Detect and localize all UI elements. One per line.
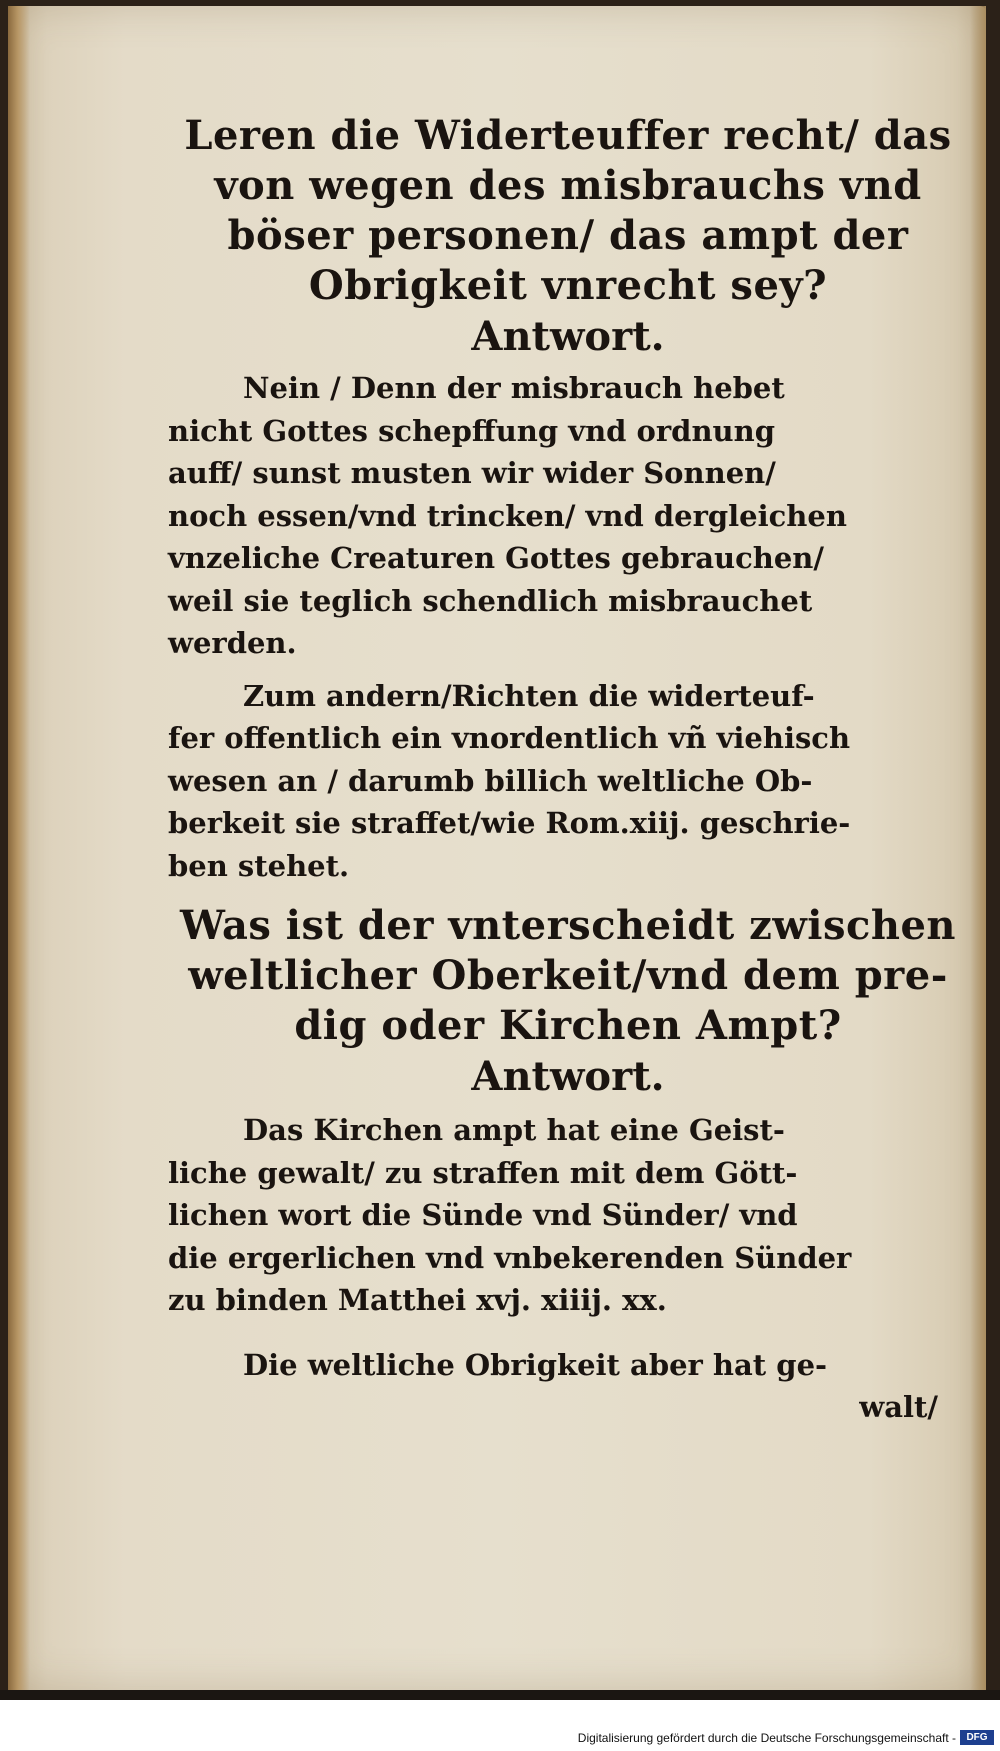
text-line: berkeit sie straffet/wie Rom.xiij. geschrie- <box>168 806 851 840</box>
heading-line: weltlicher Oberkeit/vnd dem pre- <box>188 952 948 999</box>
catchword: walt/ <box>859 1390 938 1424</box>
text-line: Die weltliche Obrigkeit aber hat ge- <box>243 1347 828 1382</box>
text-line: liche gewalt/ zu straffen mit dem Gött- <box>168 1155 798 1190</box>
text-line: zu binden Matthei xvj. xiiij. xx. <box>168 1283 667 1317</box>
book-page <box>8 6 986 1690</box>
answer-paragraph-2 <box>168 675 968 888</box>
heading-line: von wegen des misbrauchs vnd <box>214 162 922 209</box>
text-line: auff/ sunst musten wir wider Sonnen/ <box>168 456 776 490</box>
heading-line: Leren die Widerteuffer recht/ das <box>184 112 952 159</box>
answer-paragraph-4 <box>168 1344 968 1429</box>
answer-paragraph-1 <box>168 367 968 665</box>
text-line: noch essen/vnd trincken/ vnd dergleichen <box>168 498 847 533</box>
text-line: werden. <box>168 626 297 660</box>
text-line: vnzeliche Creaturen Gottes gebrauchen/ <box>168 541 824 575</box>
text-line: Nein / Denn der misbrauch hebet <box>243 371 785 405</box>
text-line: ben stehet. <box>168 848 350 883</box>
text-line: nicht Gottes schepffung vnd ordnung <box>168 413 775 448</box>
text-line: lichen wort die Sünde vnd Sünder/ vnd <box>168 1198 798 1232</box>
page-text <box>168 111 968 1429</box>
answer-paragraph-3 <box>168 1109 968 1322</box>
answer-label-2: Antwort. <box>471 1053 665 1100</box>
text-line: weil sie teglich schendlich misbrauchet <box>168 583 813 618</box>
digitization-credit: Digitalisierung gefördert durch die Deutsche Forschungsgemeinschaft - <box>577 1731 956 1745</box>
answer-label-1: Antwort. <box>471 313 665 360</box>
heading-line: böser personen/ das ampt der <box>227 212 909 259</box>
text-line: wesen an / darumb billich weltliche Ob- <box>168 763 813 798</box>
heading-line: dig oder Kirchen Ampt? <box>294 1002 842 1049</box>
heading-line: Was ist der vnterscheidt zwischen <box>180 902 956 949</box>
text-line: die ergerlichen vnd vnbekerenden Sünder <box>168 1240 852 1275</box>
text-line: Zum andern/Richten die widerteuf- <box>243 678 815 713</box>
page-left-edge <box>8 6 30 1690</box>
text-line: fer offentlich ein vnordentlich vñ viehisch <box>168 721 851 755</box>
question-heading-1 <box>168 111 968 311</box>
text-line: Das Kirchen ampt hat eine Geist- <box>243 1113 785 1147</box>
dfg-logo: DFG <box>960 1730 994 1745</box>
heading-line: Obrigkeit vnrecht sey? <box>308 262 828 309</box>
question-heading-2 <box>168 901 968 1051</box>
page-right-edge <box>970 6 986 1690</box>
